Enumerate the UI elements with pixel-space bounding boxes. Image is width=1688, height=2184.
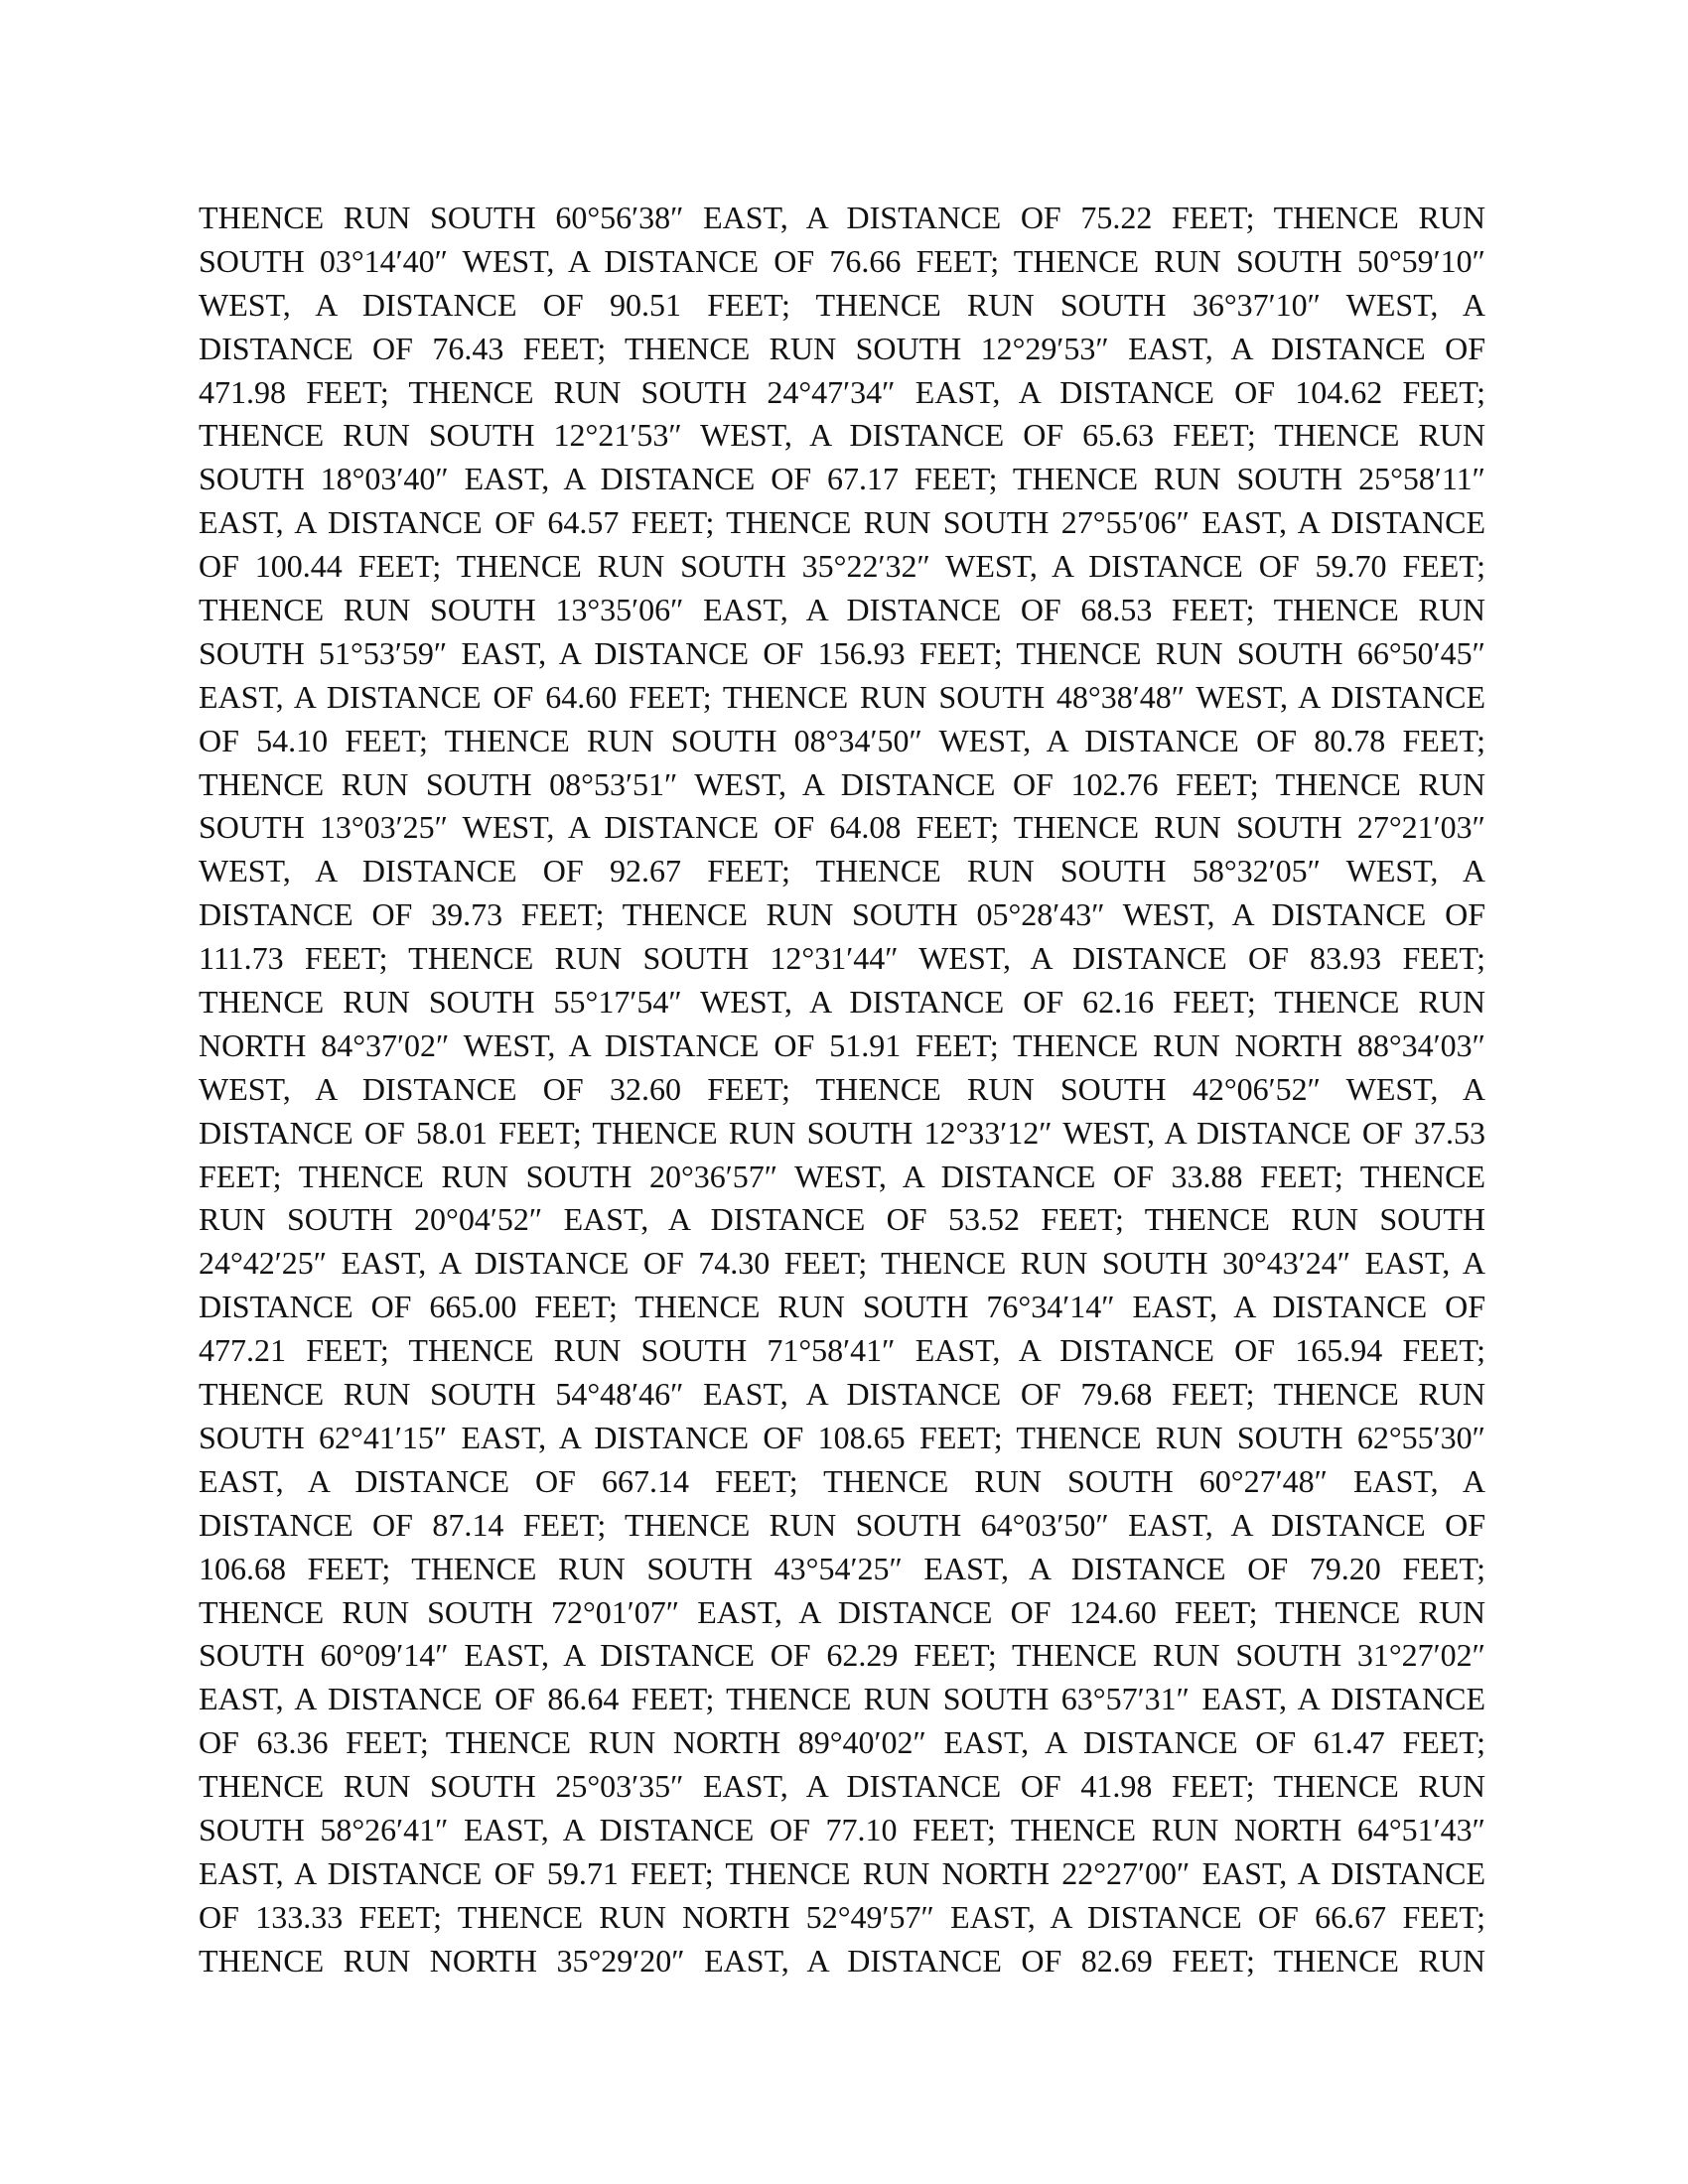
text-line: DISTANCE OF 39.73 FEET; THENCE RUN SOUTH 05°28′43″ WEST, A DISTANCE OF [199, 896, 1485, 933]
text-line: DISTANCE OF 665.00 FEET; THENCE RUN SOUTH 76°34′14″ EAST, A DISTANCE OF [199, 1289, 1485, 1325]
text-line: 24°42′25″ EAST, A DISTANCE OF 74.30 FEET; THENCE RUN SOUTH 30°43′24″ EAST, A [199, 1245, 1485, 1282]
text-line: 471.98 FEET; THENCE RUN SOUTH 24°47′34″ EAST, A DISTANCE OF 104.62 FEET; [199, 373, 1485, 410]
text-line: OF 100.44 FEET; THENCE RUN SOUTH 35°22′32″ WEST, A DISTANCE OF 59.70 FEET; [199, 548, 1485, 585]
text-line: OF 133.33 FEET; THENCE RUN NORTH 52°49′57″ EAST, A DISTANCE OF 66.67 FEET; [199, 1898, 1485, 1935]
text-line: SOUTH 18°03′40″ EAST, A DISTANCE OF 67.17 FEET; THENCE RUN SOUTH 25°58′11″ [199, 461, 1485, 497]
text-line: DISTANCE OF 76.43 FEET; THENCE RUN SOUTH 12°29′53″ EAST, A DISTANCE OF [199, 330, 1485, 366]
text-line: SOUTH 60°09′14″ EAST, A DISTANCE OF 62.29 FEET; THENCE RUN SOUTH 31°27′02″ [199, 1637, 1485, 1674]
text-line: SOUTH 51°53′59″ EAST, A DISTANCE OF 156.93 FEET; THENCE RUN SOUTH 66°50′45″ [199, 634, 1485, 671]
text-line: OF 54.10 FEET; THENCE RUN SOUTH 08°34′50″ WEST, A DISTANCE OF 80.78 FEET; [199, 722, 1485, 758]
text-line: THENCE RUN SOUTH 60°56′38″ EAST, A DISTANCE OF 75.22 FEET; THENCE RUN [199, 200, 1485, 235]
text-line: DISTANCE OF 58.01 FEET; THENCE RUN SOUTH 12°33′12″ WEST, A DISTANCE OF 37.53 [199, 1114, 1485, 1151]
text-line: SOUTH 58°26′41″ EAST, A DISTANCE OF 77.10 FEET; THENCE RUN NORTH 64°51′43″ [199, 1811, 1485, 1847]
text-line: THENCE RUN SOUTH 54°48′46″ EAST, A DISTANCE OF 79.68 FEET; THENCE RUN [199, 1376, 1485, 1413]
text-line: 111.73 FEET; THENCE RUN SOUTH 12°31′44″ WEST, A DISTANCE OF 83.93 FEET; [199, 940, 1485, 977]
text-line: SOUTH 03°14′40″ WEST, A DISTANCE OF 76.66 FEET; THENCE RUN SOUTH 50°59′10″ [199, 242, 1485, 279]
text-line: THENCE RUN SOUTH 08°53′51″ WEST, A DISTANCE OF 102.76 FEET; THENCE RUN [199, 765, 1485, 802]
text-line: THENCE RUN SOUTH 13°35′06″ EAST, A DISTANCE OF 68.53 FEET; THENCE RUN [199, 592, 1485, 628]
text-line: EAST, A DISTANCE OF 86.64 FEET; THENCE RUN SOUTH 63°57′31″ EAST, A DISTANCE [199, 1681, 1485, 1717]
text-line: WEST, A DISTANCE OF 32.60 FEET; THENCE RUN SOUTH 42°06′52″ WEST, A [199, 1070, 1485, 1107]
text-line: NORTH 84°37′02″ WEST, A DISTANCE OF 51.91 FEET; THENCE RUN NORTH 88°34′03″ [199, 1026, 1485, 1063]
text-line: EAST, A DISTANCE OF 64.60 FEET; THENCE RUN SOUTH 48°38′48″ WEST, A DISTANCE [199, 678, 1485, 715]
text-line: THENCE RUN SOUTH 25°03′35″ EAST, A DISTANCE OF 41.98 FEET; THENCE RUN [199, 1768, 1485, 1805]
text-line: 106.68 FEET; THENCE RUN SOUTH 43°54′25″ EAST, A DISTANCE OF 79.20 FEET; [199, 1550, 1485, 1586]
text-line: EAST, A DISTANCE OF 64.57 FEET; THENCE RUN SOUTH 27°55′06″ EAST, A DISTANCE [199, 504, 1485, 541]
legal-description-paragraph [199, 197, 1485, 1983]
text-line: SOUTH 13°03′25″ WEST, A DISTANCE OF 64.08 FEET; THENCE RUN SOUTH 27°21′03″ [199, 809, 1485, 846]
text-line: RUN SOUTH 20°04′52″ EAST, A DISTANCE OF 53.52 FEET; THENCE RUN SOUTH [199, 1201, 1485, 1238]
text-line: THENCE RUN SOUTH 72°01′07″ EAST, A DISTANCE OF 124.60 FEET; THENCE RUN [199, 1593, 1485, 1630]
text-line: EAST, A DISTANCE OF 667.14 FEET; THENCE RUN SOUTH 60°27′48″ EAST, A [199, 1462, 1485, 1499]
text-line: EAST, A DISTANCE OF 59.71 FEET; THENCE RUN NORTH 22°27′00″ EAST, A DISTANCE [199, 1854, 1485, 1891]
text-line: THENCE RUN NORTH 35°29′20″ EAST, A DISTANCE OF 82.69 FEET; THENCE RUN [199, 1942, 1485, 1979]
text-line: OF 63.36 FEET; THENCE RUN NORTH 89°40′02″ EAST, A DISTANCE OF 61.47 FEET; [199, 1724, 1485, 1761]
text-line: WEST, A DISTANCE OF 90.51 FEET; THENCE RUN SOUTH 36°37′10″ WEST, A [199, 286, 1485, 323]
text-line: SOUTH 62°41′15″ EAST, A DISTANCE OF 108.65 FEET; THENCE RUN SOUTH 62°55′30″ [199, 1419, 1485, 1455]
text-line: 477.21 FEET; THENCE RUN SOUTH 71°58′41″ EAST, A DISTANCE OF 165.94 FEET; [199, 1332, 1485, 1369]
text-line: THENCE RUN SOUTH 12°21′53″ WEST, A DISTANCE OF 65.63 FEET; THENCE RUN [199, 417, 1485, 454]
text-line: WEST, A DISTANCE OF 92.67 FEET; THENCE RUN SOUTH 58°32′05″ WEST, A [199, 853, 1485, 889]
text-line: DISTANCE OF 87.14 FEET; THENCE RUN SOUTH 64°03′50″ EAST, A DISTANCE OF [199, 1506, 1485, 1543]
text-line: FEET; THENCE RUN SOUTH 20°36′57″ WEST, A DISTANCE OF 33.88 FEET; THENCE [199, 1158, 1485, 1194]
text-line: THENCE RUN SOUTH 55°17′54″ WEST, A DISTANCE OF 62.16 FEET; THENCE RUN [199, 984, 1485, 1021]
